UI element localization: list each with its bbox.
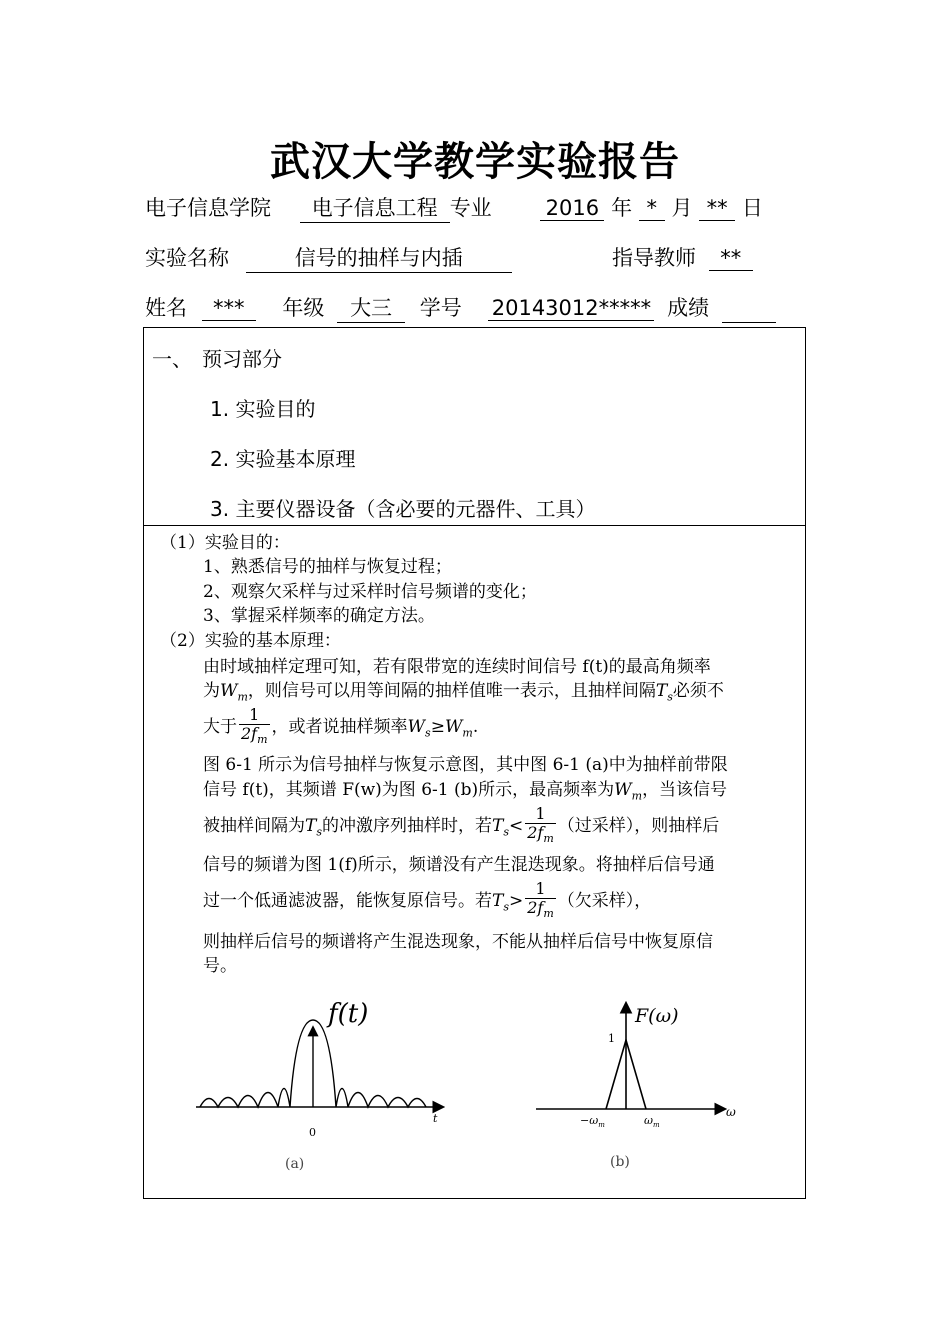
principle-heading: （2）实验的基本原理： xyxy=(160,631,341,651)
purpose-item-1: 1、熟悉信号的抽样与恢复过程； xyxy=(203,557,452,577)
month-label: 月 xyxy=(671,196,693,220)
purpose-item-3: 3、掌握采样频率的确定方法。 xyxy=(203,606,435,626)
neg-wm-label: $-\omega_m$ xyxy=(580,1114,605,1129)
ft-label: f(t) xyxy=(328,999,369,1029)
w-axis-label: ω xyxy=(726,1105,736,1119)
purpose-item-2: 2、观察欠采样与过采样时信号频谱的变化； xyxy=(203,582,537,602)
p2-line-4: 信号的频谱为图 1(f)所示，频谱没有产生混迭现象。将抽样后信号通 xyxy=(203,855,715,875)
header-line-3 xyxy=(145,292,776,323)
day-label: 日 xyxy=(741,196,763,220)
score-value xyxy=(722,300,776,323)
p2-line-5: 过一个低通滤波器，能恢复原信号。若$T_s>$ $\frac{1}{2f_m}$ （欠采样）， xyxy=(203,880,651,923)
p1-line-1: 由时域抽样定理可知，若有限带宽的连续时间信号 f(t)的最高角频率 xyxy=(203,657,711,677)
preview-item-1: 1. 实验目的 xyxy=(210,397,316,421)
origin-label: 0 xyxy=(309,1126,316,1139)
teacher-value: ** xyxy=(709,246,753,271)
peak-label: 1 xyxy=(608,1032,615,1045)
preview-item-3: 3. 主要仪器设备（含必要的元器件、工具） xyxy=(210,497,596,521)
id-value: 20143012***** xyxy=(488,296,654,321)
major-label: 专业 xyxy=(449,196,492,220)
p1-line-2: 为$W_m$，则信号可以用等间隔的抽样值唯一表示，且抽样间隔$T_s$必须不 xyxy=(203,681,724,704)
p2-line-3: 被抽样间隔为$T_s$的冲激序列抽样时，若$T_s<$ $\frac{1}{2f_m}$ （过采样），则抽样后 xyxy=(203,805,719,848)
name-label: 姓名 xyxy=(145,296,187,320)
figure-b-fw xyxy=(530,990,770,1180)
figure-a-ft xyxy=(190,990,460,1180)
grade-label: 年级 xyxy=(282,296,325,320)
fw-label: F(ω) xyxy=(635,1005,679,1027)
pos-wm-label: $\omega_m$ xyxy=(644,1114,660,1129)
caption-a: (a) xyxy=(285,1156,305,1172)
fraction-3: $\frac{1}{2f_m}$ xyxy=(527,879,554,921)
p2-line-6: 则抽样后信号的频谱将产生混迭现象，不能从抽样后信号中恢复原信 xyxy=(203,932,713,952)
fraction-2: $\frac{1}{2f_m}$ xyxy=(527,804,554,846)
college: 电子信息学院 xyxy=(145,196,271,220)
purpose-heading: （1）实验目的： xyxy=(160,533,290,553)
grade-value: 大三 xyxy=(337,292,405,323)
report-title: 武汉大学教学实验报告 xyxy=(270,139,680,185)
preview-item-2: 2. 实验基本原理 xyxy=(210,447,356,471)
month-value: * xyxy=(639,196,665,221)
preview-heading: 一、 预习部分 xyxy=(152,347,282,371)
t-axis-label: t xyxy=(433,1112,438,1125)
year-value: 2016 xyxy=(540,196,604,221)
id-label: 学号 xyxy=(419,296,462,320)
p2-line-1: 图 6-1 所示为信号抽样与恢复示意图，其中图 6-1 (a)中为抽样前带限 xyxy=(203,755,728,775)
teacher-field xyxy=(612,242,753,272)
score-label: 成绩 xyxy=(667,296,710,320)
fraction-1: $\frac{1}{2f_m}$ xyxy=(241,705,268,747)
header-line-1 xyxy=(145,192,763,223)
teacher-label: 指导教师 xyxy=(612,246,696,270)
p2-line-2: 信号 f(t)，其频谱 F(w)为图 6-1 (b)所示，最高频率为$W_m$，当该信号 xyxy=(203,780,728,803)
year-label: 年 xyxy=(611,196,633,220)
p2-line-7: 号。 xyxy=(203,956,237,976)
caption-b: (b) xyxy=(610,1154,630,1170)
day-value: ** xyxy=(699,196,735,221)
exp-name-label: 实验名称 xyxy=(145,246,229,270)
major-value: 电子信息工程 xyxy=(300,192,450,223)
exp-name-value: 信号的抽样与内插 xyxy=(246,242,512,273)
section-divider xyxy=(143,525,806,526)
header-line-2 xyxy=(145,242,512,273)
name-value: *** xyxy=(202,296,256,321)
p1-line-3: 大于 $\frac{1}{2f_m}$ ，或者说抽样频率$W_s\ge W_m$. xyxy=(203,706,478,749)
